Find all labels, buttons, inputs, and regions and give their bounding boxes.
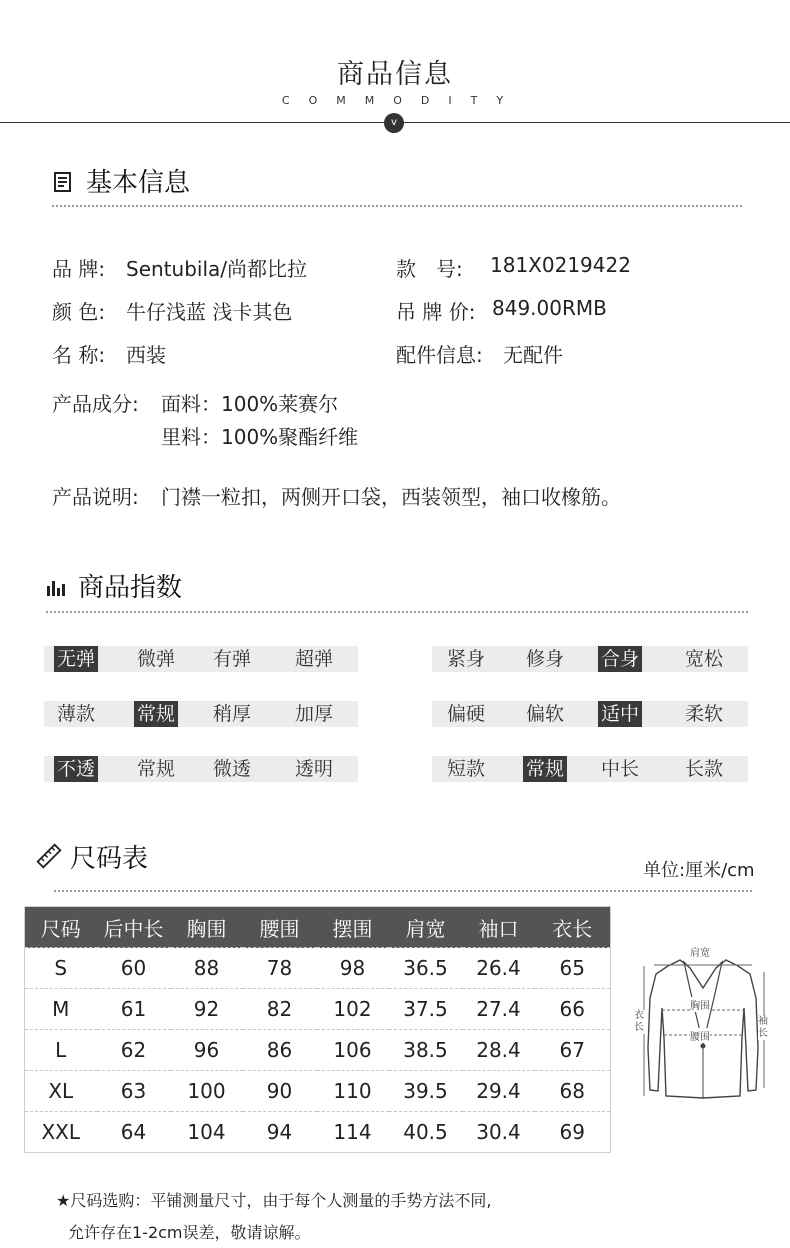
description-label: 产品说明: — [52, 485, 139, 509]
unit-label: 单位:厘米/cm — [643, 860, 755, 881]
length-scale — [432, 756, 748, 782]
table-cell: 78 — [243, 948, 317, 989]
table-cell: 27.4 — [463, 989, 535, 1030]
name-value: 西装 — [126, 343, 166, 367]
composition-shell: 面料：100%莱赛尔 — [161, 392, 339, 416]
ruler-icon — [36, 843, 62, 869]
index-option: 中长 — [600, 758, 639, 780]
length-label: 衣长 — [634, 1010, 644, 1033]
table-cell: 38.5 — [389, 1030, 463, 1071]
table-cell: 39.5 — [389, 1071, 463, 1112]
name-label: 名 称: — [52, 343, 106, 367]
elasticity-scale — [44, 646, 358, 672]
table-cell: 82 — [243, 989, 317, 1030]
table-cell: 64 — [97, 1112, 171, 1153]
table-cell: 60 — [97, 948, 171, 989]
table-cell: 100 — [171, 1071, 243, 1112]
table-cell: 86 — [243, 1030, 317, 1071]
index-option: 无弹 — [54, 646, 98, 672]
table-cell: 65 — [535, 948, 611, 989]
waist-label: 腰围 — [690, 1028, 710, 1043]
bar-chart-icon — [46, 577, 66, 597]
composition-label: 产品成分: — [52, 392, 139, 416]
index-option: 紧身 — [446, 648, 485, 670]
document-icon — [52, 171, 74, 193]
index-option: 偏硬 — [446, 703, 485, 725]
table-row — [25, 1030, 611, 1071]
table-cell: 69 — [535, 1112, 611, 1153]
index-option: 加厚 — [294, 703, 333, 725]
index-option: 超弹 — [294, 648, 333, 670]
accessory-value: 无配件 — [503, 343, 563, 367]
chest-label: 胸围 — [690, 997, 710, 1012]
table-cell: 106 — [317, 1030, 389, 1071]
column-header: 摆围 — [317, 907, 389, 948]
page-title: 商品信息 — [337, 59, 453, 90]
table-cell: 66 — [535, 989, 611, 1030]
brand-label: 品 牌: — [52, 257, 106, 281]
fit-scale — [432, 646, 748, 672]
style-no-value: 181X0219422 — [490, 253, 631, 277]
index-option: 合身 — [598, 646, 642, 672]
jacket-measurement-diagram — [628, 938, 778, 1108]
table-cell: 102 — [317, 989, 389, 1030]
column-header: 衣长 — [535, 907, 611, 948]
tag-price-label: 吊 牌 价: — [396, 300, 476, 324]
thickness-scale — [44, 701, 358, 727]
size-table — [24, 906, 611, 1153]
column-header: 胸围 — [171, 907, 243, 948]
dotted-divider — [54, 890, 752, 892]
table-cell: S — [25, 948, 97, 989]
index-title: 商品指数 — [78, 573, 183, 603]
table-cell: 63 — [97, 1071, 171, 1112]
table-row — [25, 1112, 611, 1153]
index-option: 薄款 — [56, 703, 95, 725]
table-cell: 30.4 — [463, 1112, 535, 1153]
index-option: 微弹 — [136, 648, 175, 670]
index-option: 稍厚 — [212, 703, 251, 725]
table-cell: 90 — [243, 1071, 317, 1112]
column-header: 腰围 — [243, 907, 317, 948]
index-option: 透明 — [294, 758, 333, 780]
size-note-line1: ★尺码选购：平铺测量尺寸，由于每个人测量的手势方法不同, — [56, 1191, 492, 1210]
table-cell: 94 — [243, 1112, 317, 1153]
sleeve-label: 袖长 — [758, 1016, 768, 1039]
table-cell: 61 — [97, 989, 171, 1030]
table-cell: 110 — [317, 1071, 389, 1112]
column-header: 肩宽 — [389, 907, 463, 948]
table-cell: 40.5 — [389, 1112, 463, 1153]
composition-lining: 里料：100%聚酯纤维 — [161, 425, 359, 449]
style-no-label: 款 号: — [396, 257, 463, 281]
page-subtitle: COMMODITY — [281, 94, 523, 107]
shoulder-label: 肩宽 — [690, 948, 710, 959]
index-option: 常规 — [523, 756, 567, 782]
table-row — [25, 948, 611, 989]
index-option: 宽松 — [684, 648, 723, 670]
index-option: 修身 — [525, 648, 564, 670]
table-cell: 92 — [171, 989, 243, 1030]
table-cell: 96 — [171, 1030, 243, 1071]
size-note-line2: 允许存在1-2cm误差，敬请谅解。 — [68, 1223, 311, 1242]
table-cell: XL — [25, 1071, 97, 1112]
column-header: 后中长 — [97, 907, 171, 948]
color-label: 颜 色: — [52, 300, 106, 324]
table-header-row — [25, 907, 611, 948]
index-option: 适中 — [598, 701, 642, 727]
brand-value: Sentubila/尚都比拉 — [126, 257, 307, 281]
size-chart-title: 尺码表 — [70, 844, 149, 874]
table-cell: L — [25, 1030, 97, 1071]
column-header: 袖口 — [463, 907, 535, 948]
table-cell: 68 — [535, 1071, 611, 1112]
table-cell: 98 — [317, 948, 389, 989]
dotted-divider — [46, 611, 748, 613]
table-row — [25, 989, 611, 1030]
table-cell: 28.4 — [463, 1030, 535, 1071]
transparency-scale — [44, 756, 358, 782]
table-cell: 37.5 — [389, 989, 463, 1030]
index-option: 有弹 — [212, 648, 251, 670]
table-cell: XXL — [25, 1112, 97, 1153]
table-cell: 104 — [171, 1112, 243, 1153]
table-cell: 88 — [171, 948, 243, 989]
index-option: 常规 — [136, 758, 175, 780]
column-header: 尺码 — [25, 907, 97, 948]
softness-scale — [432, 701, 748, 727]
table-cell: 29.4 — [463, 1071, 535, 1112]
table-cell: 36.5 — [389, 948, 463, 989]
index-option: 微透 — [212, 758, 251, 780]
table-cell: 62 — [97, 1030, 171, 1071]
description-value: 门襟一粒扣，两侧开口袋，西装领型，袖口收橡筋。 — [161, 485, 621, 509]
dotted-divider — [52, 205, 742, 207]
index-option: 不透 — [54, 756, 98, 782]
accessory-label: 配件信息: — [396, 343, 483, 367]
table-row — [25, 1071, 611, 1112]
table-cell: M — [25, 989, 97, 1030]
index-option: 柔软 — [684, 703, 723, 725]
chevron-down-icon: v — [384, 113, 404, 133]
color-value: 牛仔浅蓝 浅卡其色 — [126, 300, 293, 324]
table-cell: 67 — [535, 1030, 611, 1071]
table-cell: 26.4 — [463, 948, 535, 989]
table-cell: 114 — [317, 1112, 389, 1153]
tag-price-value: 849.00RMB — [492, 296, 607, 320]
index-option: 短款 — [446, 758, 485, 780]
basic-info-title: 基本信息 — [86, 168, 191, 198]
index-option: 常规 — [134, 701, 178, 727]
index-option: 长款 — [684, 758, 723, 780]
index-option: 偏软 — [525, 703, 564, 725]
